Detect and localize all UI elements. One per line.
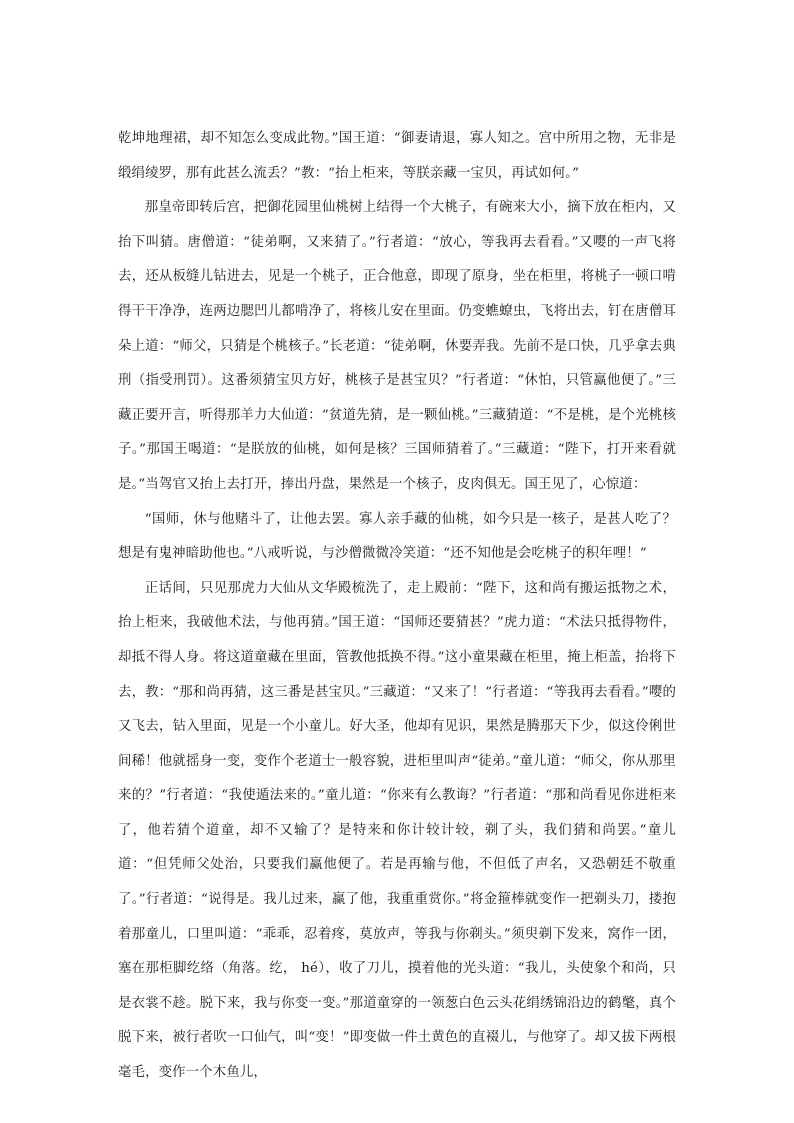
paragraph-4: 正话间，只见那虎力大仙从文华殿梳洗了，走上殿前：“陛下，这和尚有搬运抵物之术，抬上柜来，我破他术法，与他再猜。”国王道：“国师还要猜甚？”虎力道：“术法只抵得物件，却抵不得人身。将这道童藏在里面，管教他抵换不得。”这小童果藏在柜里，掩上柜盖，抬将下去，教：“那和尚再猜，这三番是甚宝贝。”三藏道：“又来了！”行者道：“等我再去看看。”嘤的又飞去，钻入里面，见是一个小童儿。好大圣，他却有见识，果然是腾那天下少，似这伶俐世间稀！他就摇身一变，变作个老道士一般容貌，进柜里叫声“徒弟。”童儿道：“师父，你从那里来的？”行者道：“我使遁法来的。”童儿道：“你来有么教诲？”行者道：“那和尚看见你进柜来了，他若猜个道童，却不又输了？是特来和你计较计较，剃了头，我们猜和尚罢。”童儿道：“但凭师父处治，只要我们赢他便了。若是再输与他，不但低了声名，又恐朝廷不敬重了。”行者道：“说得是。我儿过来，赢了他，我重重赏你。”将金箍棒就变作一把剃头刀，搂抱着那童儿，口里叫道：“乖乖，忍着疼，莫放声，等我与你剃头。”须臾剃下发来，窝作一团，塞在那柜脚纥络（角落。纥， hé），收了刀儿，摸着他的光头道：“我儿，头使象个和尚，只是衣裳不趁。脱下来，我与你变一变。”那道童穿的一领葱白色云头花绢绣锦沿边的鹤氅，真个脱下来，被行者吹一口仙气，叫“变！”即变做一件土黄色的直裰儿，与他穿了。却又拔下两根毫毛，变作一个木鱼儿， [118,580,676,1081]
paragraph-1: 乾坤地理裙，却不知怎么变成此物。”国王道：“御妻请退，寡人知之。宫中所用之物，无非是缎绢绫罗，那有此甚么流丢？”教：“抬上柜来，等朕亲藏一宝贝，再试如何。” [118,131,676,181]
paragraph-2: 那皇帝即转后宫，把御花园里仙桃树上结得一个大桃子，有碗来大小，摘下放在柜内，又抬下叫猜。唐僧道：“徒弟啊，又来猜了。”行者道：“放心，等我再去看看。”又嘤的一声飞将去，还从板缝儿钻进去，见是一个桃子，正合他意，即现了原身，坐在柜里，将桃子一顿口啃得干干净净，连两边腮凹儿都啃净了，将核儿安在里面。仍变蟭蟟虫，飞将出去，钉在唐僧耳朵上道：“师父，只猜是个桃核子。”长老道：“徒弟啊，休要弄我。先前不是口快，几乎拿去典刑（指受刑罚）。这番须猜宝贝方好，桃核子是甚宝贝？”行者道：“休怕，只管赢他便了。”三藏正要开言，听得那羊力大仙道：“贫道先猜，是一颗仙桃。”三藏猜道：“不是桃，是个光桃核子。”那国王喝道：“是朕放的仙桃，如何是核？三国师猜着了。”三藏道：“陛下，打开来看就是。”当驾官又抬上去打开，捧出丹盘，果然是一个核子，皮肉俱无。国王见了，心惊道： [118,200,676,492]
paragraph-3: “国师，休与他赌斗了，让他去罢。寡人亲手藏的仙桃，如今只是一核子，是甚人吃了？想是有鬼神暗助他也。”八戒听说，与沙僧微微冷笑道：“还不知他是会吃桃子的积年哩！” [118,511,676,562]
document-page [118,122,676,1091]
